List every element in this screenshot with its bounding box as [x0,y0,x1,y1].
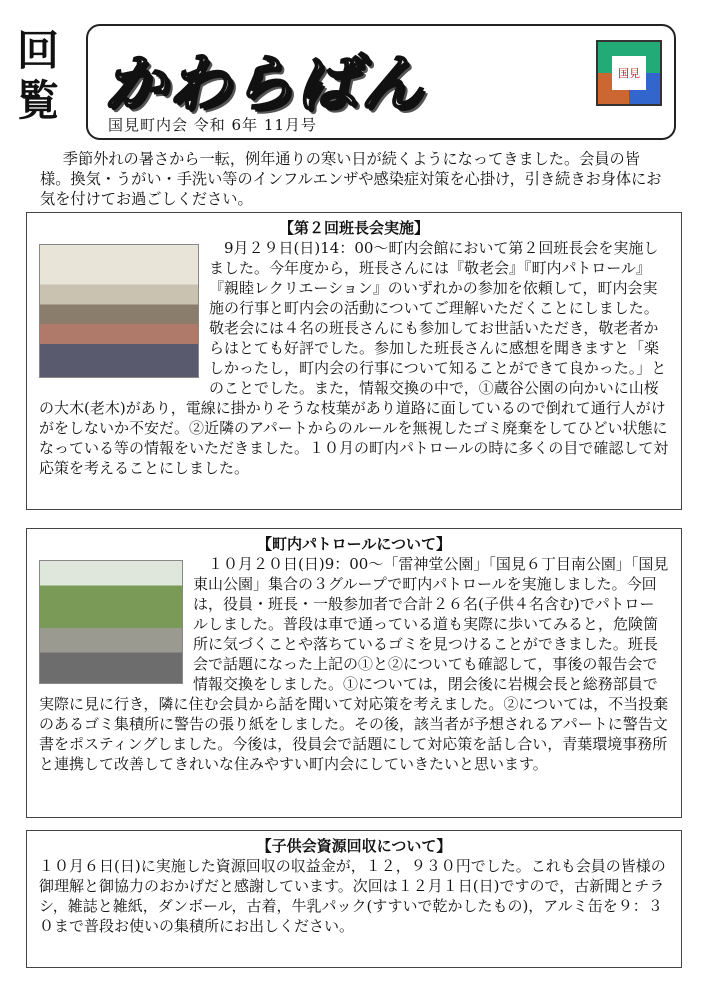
section-hanchokai [26,212,682,510]
section-body: 9月２９日(日)14：00～町内会館において第２回班長会を実施しました。今年度から，班長さんには『敬老会』『町内パトロール』『親睦レクリエーション』のいずれかの参加を依頼して，町内会実施の行事と町内会の活動についてご理解いただくことにしました。敬老会には４名の班長さんにも参加してお世話いただき，敬老者からはとても好評でした。参加した班長さんに感想を聞きますと「楽しかったし，町内会の行事について知ることができて良かった。」とのことでした。また，情報交換の中で，①蔵谷公園の向かいに山桜の大木(老木)があり，電線に掛かりそうな枝葉があり道路に面しているので倒れて通行人がけがをしないか不安だ。②近隣のアパートからのルールを無視したゴミ廃棄をしてひどい状態になっている等の情報をいただきました。１０月の町内パトロールの時に多くの目で確認して対応策を考えることにしました。 [39,239,669,477]
issue-line: 国見町内会 令和 6年 11月号 [108,116,317,134]
section-title: 【町内パトロールについて】 [256,535,452,553]
meeting-photo [39,244,199,378]
kairan-char-2: 覧 [16,76,59,125]
patrol-photo [39,560,183,684]
section-patrol [26,528,682,818]
section-title: 【子供会資源回収について】 [256,837,452,855]
kairan-label [14,26,62,126]
intro-paragraph: 季節外れの暑さから一転，例年通りの寒い日が続くようになってきました。会員の皆様。換気・うがい・手洗い等のインフルエンザや感染症対策を心掛け，引き続きお身体にお気を付けてお過ごしください。 [40,150,662,208]
newsletter-logo: かわらばん [104,47,425,120]
qr-label: 国見 [612,56,646,90]
qr-code-icon[interactable] [596,40,662,106]
section-body: １０月６日(日)に実施した資源回収の収益金が，１２，９３０円でした。これも会員の皆様の御理解と御協力のおかげだと感謝しています。次回は１２月１日(日)ですので，古新聞とチラシ，雑誌と雑紙，ダンボール，古着，牛乳パック(すすいで乾かしたもの)，アルミ缶を９：３０まで普段お使いの集積所にお出しください。 [39,857,666,935]
section-body: １０月２０日(日)9：00～「雷神堂公園」「国見６丁目南公園」「国見東山公園」集合の３グループで町内パトロールを実施しました。今回は，役員・班長・一般参加者で合計２６名(子供４名含む)でパトロールしました。普段は車で通っている道も実際に歩いてみると，危険箇所に気づくことや落ちているゴミを見つけることができました。班長会で話題になった上記の①と②についても確認して，事後の報告会で情報交換をしました。①については，閉会後に岩槻会長と総務部員で実際に見に行き，隣に住む会員から話を聞いて対応策を考えました。②については，不当投棄のあるゴミ集積所に警告の張り紙をしました。その後，該当者が予想されるアパートに警告文書をポスティングしました。今後は，役員会で話題にして対応策を話し合い，青葉環境事務所と連携して改善してきれいな住みやすい町内会にしていきたいと思います。 [39,555,669,773]
kairan-char-1: 回 [16,26,59,75]
section-recycling [26,830,682,968]
masthead [86,24,676,140]
section-title: 【第２回班長会実施】 [278,219,429,237]
